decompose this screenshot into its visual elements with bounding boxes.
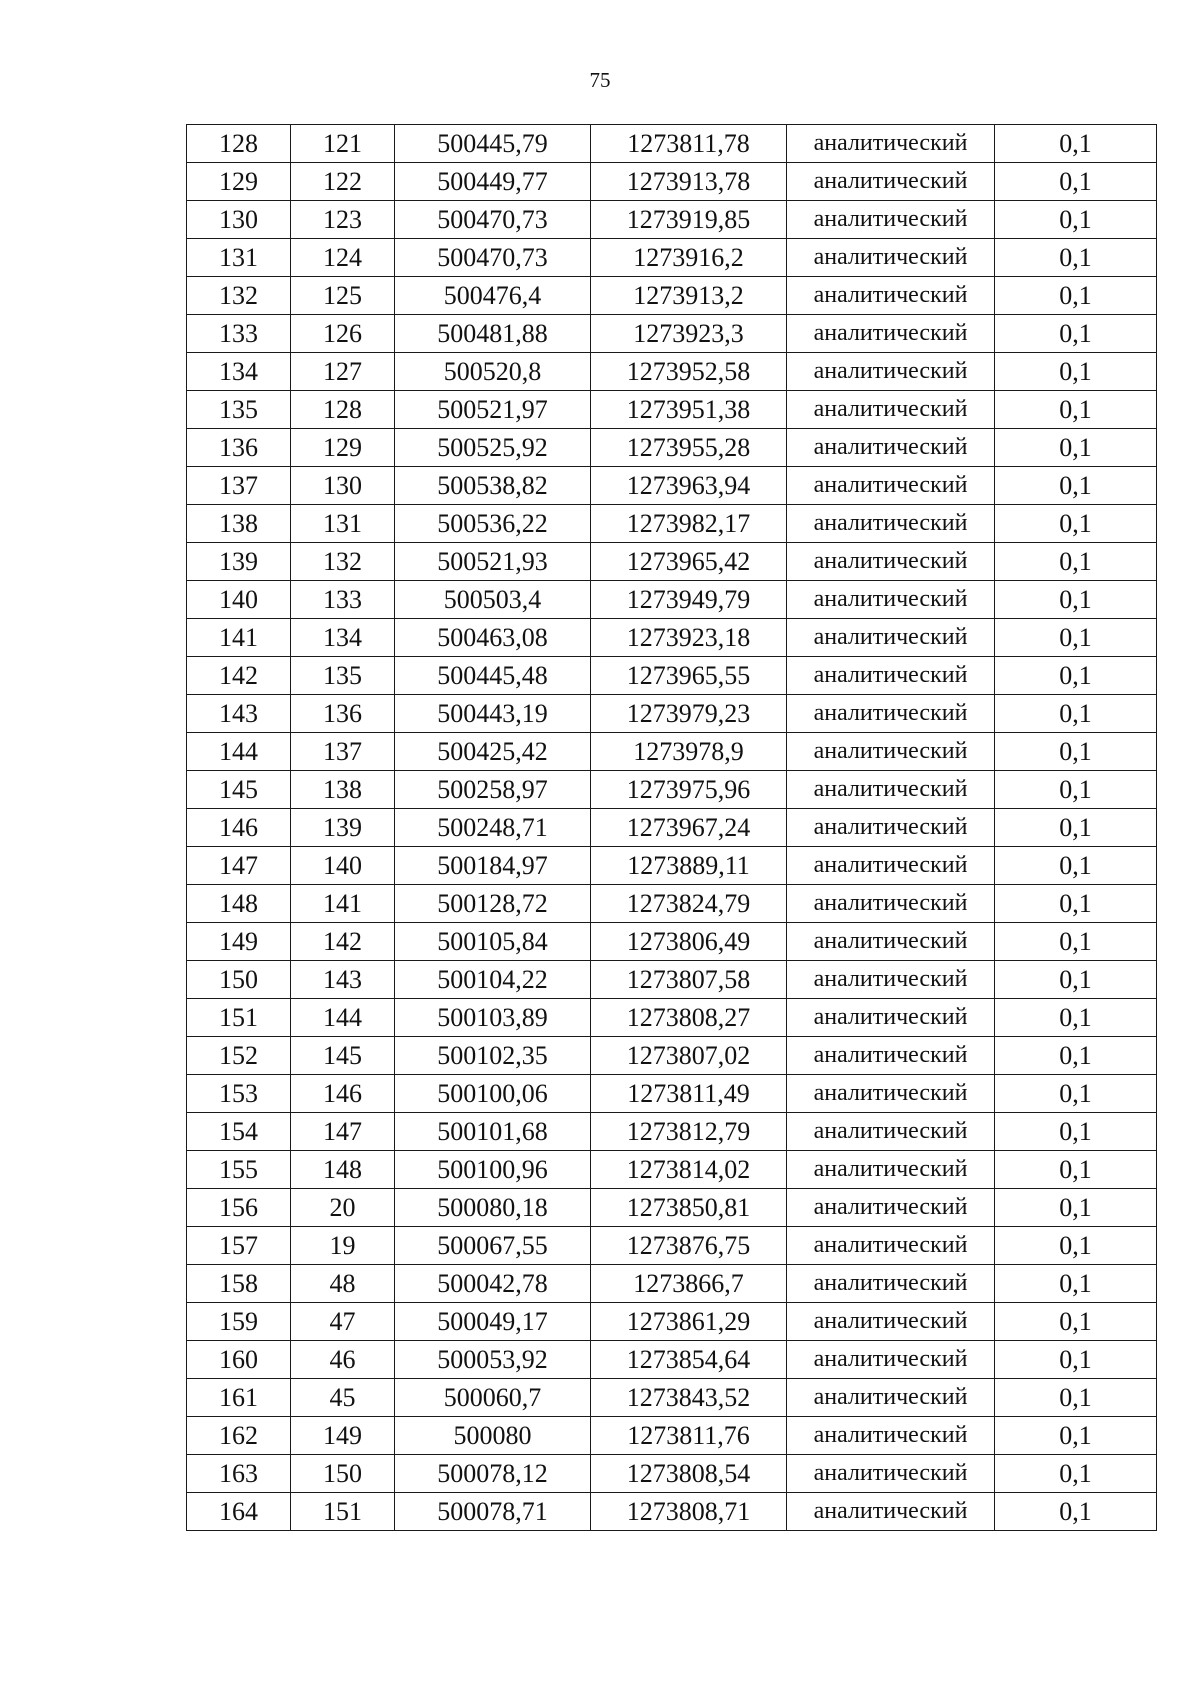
- table-row: [187, 1493, 1157, 1531]
- accuracy-cell: 0,1: [995, 315, 1157, 353]
- table-row: [187, 1379, 1157, 1417]
- y-coordinate-cell: 1273952,58: [591, 353, 787, 391]
- x-coordinate-cell: 500078,71: [395, 1493, 591, 1531]
- table-row: [187, 1151, 1157, 1189]
- method-cell: аналитический: [787, 771, 995, 809]
- x-coordinate-cell: 500536,22: [395, 505, 591, 543]
- station-number-cell: 150: [291, 1455, 395, 1493]
- point-number-cell: 163: [187, 1455, 291, 1493]
- method-cell: аналитический: [787, 163, 995, 201]
- station-number-cell: 48: [291, 1265, 395, 1303]
- point-number-cell: 140: [187, 581, 291, 619]
- point-number-cell: 158: [187, 1265, 291, 1303]
- station-number-cell: 125: [291, 277, 395, 315]
- station-number-cell: 146: [291, 1075, 395, 1113]
- station-number-cell: 149: [291, 1417, 395, 1455]
- method-cell: аналитический: [787, 239, 995, 277]
- point-number-cell: 155: [187, 1151, 291, 1189]
- method-cell: аналитический: [787, 277, 995, 315]
- y-coordinate-cell: 1273965,42: [591, 543, 787, 581]
- point-number-cell: 130: [187, 201, 291, 239]
- method-cell: аналитический: [787, 999, 995, 1037]
- table-row: [187, 809, 1157, 847]
- accuracy-cell: 0,1: [995, 277, 1157, 315]
- x-coordinate-cell: 500476,4: [395, 277, 591, 315]
- table-row: [187, 657, 1157, 695]
- method-cell: аналитический: [787, 809, 995, 847]
- table-row: [187, 543, 1157, 581]
- y-coordinate-cell: 1273814,02: [591, 1151, 787, 1189]
- x-coordinate-cell: 500538,82: [395, 467, 591, 505]
- point-number-cell: 148: [187, 885, 291, 923]
- y-coordinate-cell: 1273978,9: [591, 733, 787, 771]
- table-row: [187, 353, 1157, 391]
- station-number-cell: 142: [291, 923, 395, 961]
- y-coordinate-cell: 1273807,58: [591, 961, 787, 999]
- table-row: [187, 1265, 1157, 1303]
- method-cell: аналитический: [787, 961, 995, 999]
- y-coordinate-cell: 1273843,52: [591, 1379, 787, 1417]
- y-coordinate-cell: 1273982,17: [591, 505, 787, 543]
- method-cell: аналитический: [787, 1379, 995, 1417]
- y-coordinate-cell: 1273808,54: [591, 1455, 787, 1493]
- table-row: [187, 1075, 1157, 1113]
- point-number-cell: 141: [187, 619, 291, 657]
- y-coordinate-cell: 1273889,11: [591, 847, 787, 885]
- point-number-cell: 157: [187, 1227, 291, 1265]
- page-number: 75: [589, 68, 611, 92]
- point-number-cell: 151: [187, 999, 291, 1037]
- x-coordinate-cell: 500105,84: [395, 923, 591, 961]
- table-row: [187, 391, 1157, 429]
- y-coordinate-cell: 1273850,81: [591, 1189, 787, 1227]
- accuracy-cell: 0,1: [995, 1341, 1157, 1379]
- y-coordinate-cell: 1273975,96: [591, 771, 787, 809]
- station-number-cell: 138: [291, 771, 395, 809]
- y-coordinate-cell: 1273919,85: [591, 201, 787, 239]
- table-row: [187, 1037, 1157, 1075]
- method-cell: аналитический: [787, 1075, 995, 1113]
- station-number-cell: 148: [291, 1151, 395, 1189]
- accuracy-cell: 0,1: [995, 1303, 1157, 1341]
- table-row: [187, 885, 1157, 923]
- accuracy-cell: 0,1: [995, 429, 1157, 467]
- x-coordinate-cell: 500104,22: [395, 961, 591, 999]
- station-number-cell: 145: [291, 1037, 395, 1075]
- accuracy-cell: 0,1: [995, 353, 1157, 391]
- point-number-cell: 152: [187, 1037, 291, 1075]
- y-coordinate-cell: 1273811,49: [591, 1075, 787, 1113]
- method-cell: аналитический: [787, 391, 995, 429]
- y-coordinate-cell: 1273876,75: [591, 1227, 787, 1265]
- table-row: [187, 467, 1157, 505]
- table-row: [187, 1341, 1157, 1379]
- accuracy-cell: 0,1: [995, 619, 1157, 657]
- station-number-cell: 134: [291, 619, 395, 657]
- method-cell: аналитический: [787, 923, 995, 961]
- y-coordinate-cell: 1273812,79: [591, 1113, 787, 1151]
- accuracy-cell: 0,1: [995, 201, 1157, 239]
- method-cell: аналитический: [787, 1417, 995, 1455]
- x-coordinate-cell: 500258,97: [395, 771, 591, 809]
- station-number-cell: 128: [291, 391, 395, 429]
- y-coordinate-cell: 1273951,38: [591, 391, 787, 429]
- y-coordinate-cell: 1273979,23: [591, 695, 787, 733]
- station-number-cell: 147: [291, 1113, 395, 1151]
- accuracy-cell: 0,1: [995, 1037, 1157, 1075]
- y-coordinate-cell: 1273965,55: [591, 657, 787, 695]
- method-cell: аналитический: [787, 657, 995, 695]
- point-number-cell: 138: [187, 505, 291, 543]
- x-coordinate-cell: 500445,79: [395, 125, 591, 163]
- accuracy-cell: 0,1: [995, 847, 1157, 885]
- method-cell: аналитический: [787, 201, 995, 239]
- y-coordinate-cell: 1273811,76: [591, 1417, 787, 1455]
- method-cell: аналитический: [787, 505, 995, 543]
- y-coordinate-cell: 1273949,79: [591, 581, 787, 619]
- x-coordinate-cell: 500443,19: [395, 695, 591, 733]
- method-cell: аналитический: [787, 429, 995, 467]
- y-coordinate-cell: 1273923,18: [591, 619, 787, 657]
- point-number-cell: 128: [187, 125, 291, 163]
- method-cell: аналитический: [787, 125, 995, 163]
- table-row: [187, 923, 1157, 961]
- point-number-cell: 154: [187, 1113, 291, 1151]
- method-cell: аналитический: [787, 1493, 995, 1531]
- y-coordinate-cell: 1273963,94: [591, 467, 787, 505]
- point-number-cell: 162: [187, 1417, 291, 1455]
- x-coordinate-cell: 500520,8: [395, 353, 591, 391]
- table-row: [187, 1113, 1157, 1151]
- accuracy-cell: 0,1: [995, 239, 1157, 277]
- accuracy-cell: 0,1: [995, 961, 1157, 999]
- y-coordinate-cell: 1273913,2: [591, 277, 787, 315]
- point-number-cell: 129: [187, 163, 291, 201]
- point-number-cell: 145: [187, 771, 291, 809]
- method-cell: аналитический: [787, 353, 995, 391]
- point-number-cell: 142: [187, 657, 291, 695]
- y-coordinate-cell: 1273923,3: [591, 315, 787, 353]
- accuracy-cell: 0,1: [995, 1493, 1157, 1531]
- method-cell: аналитический: [787, 733, 995, 771]
- x-coordinate-cell: 500184,97: [395, 847, 591, 885]
- accuracy-cell: 0,1: [995, 885, 1157, 923]
- station-number-cell: 131: [291, 505, 395, 543]
- table-row: [187, 239, 1157, 277]
- method-cell: аналитический: [787, 847, 995, 885]
- method-cell: аналитический: [787, 1341, 995, 1379]
- accuracy-cell: 0,1: [995, 1417, 1157, 1455]
- station-number-cell: 137: [291, 733, 395, 771]
- y-coordinate-cell: 1273806,49: [591, 923, 787, 961]
- x-coordinate-cell: 500042,78: [395, 1265, 591, 1303]
- point-number-cell: 156: [187, 1189, 291, 1227]
- accuracy-cell: 0,1: [995, 1113, 1157, 1151]
- x-coordinate-cell: 500521,97: [395, 391, 591, 429]
- y-coordinate-cell: 1273861,29: [591, 1303, 787, 1341]
- station-number-cell: 124: [291, 239, 395, 277]
- station-number-cell: 135: [291, 657, 395, 695]
- accuracy-cell: 0,1: [995, 1075, 1157, 1113]
- point-number-cell: 131: [187, 239, 291, 277]
- x-coordinate-cell: 500445,48: [395, 657, 591, 695]
- accuracy-cell: 0,1: [995, 733, 1157, 771]
- x-coordinate-cell: 500067,55: [395, 1227, 591, 1265]
- station-number-cell: 123: [291, 201, 395, 239]
- accuracy-cell: 0,1: [995, 1189, 1157, 1227]
- method-cell: аналитический: [787, 1151, 995, 1189]
- accuracy-cell: 0,1: [995, 581, 1157, 619]
- table-row: [187, 961, 1157, 999]
- x-coordinate-cell: 500525,92: [395, 429, 591, 467]
- accuracy-cell: 0,1: [995, 1151, 1157, 1189]
- x-coordinate-cell: 500128,72: [395, 885, 591, 923]
- method-cell: аналитический: [787, 1265, 995, 1303]
- y-coordinate-cell: 1273866,7: [591, 1265, 787, 1303]
- point-number-cell: 149: [187, 923, 291, 961]
- method-cell: аналитический: [787, 1037, 995, 1075]
- table-row: [187, 695, 1157, 733]
- accuracy-cell: 0,1: [995, 999, 1157, 1037]
- station-number-cell: 20: [291, 1189, 395, 1227]
- method-cell: аналитический: [787, 1113, 995, 1151]
- table-row: [187, 1455, 1157, 1493]
- accuracy-cell: 0,1: [995, 1227, 1157, 1265]
- x-coordinate-cell: 500100,06: [395, 1075, 591, 1113]
- table-row: [187, 315, 1157, 353]
- table-row: [187, 581, 1157, 619]
- method-cell: аналитический: [787, 315, 995, 353]
- station-number-cell: 139: [291, 809, 395, 847]
- x-coordinate-cell: 500102,35: [395, 1037, 591, 1075]
- x-coordinate-cell: 500103,89: [395, 999, 591, 1037]
- method-cell: аналитический: [787, 467, 995, 505]
- y-coordinate-cell: 1273854,64: [591, 1341, 787, 1379]
- point-number-cell: 143: [187, 695, 291, 733]
- point-number-cell: 161: [187, 1379, 291, 1417]
- accuracy-cell: 0,1: [995, 543, 1157, 581]
- x-coordinate-cell: 500425,42: [395, 733, 591, 771]
- station-number-cell: 143: [291, 961, 395, 999]
- accuracy-cell: 0,1: [995, 923, 1157, 961]
- x-coordinate-cell: 500481,88: [395, 315, 591, 353]
- x-coordinate-cell: 500053,92: [395, 1341, 591, 1379]
- point-number-cell: 137: [187, 467, 291, 505]
- station-number-cell: 133: [291, 581, 395, 619]
- method-cell: аналитический: [787, 543, 995, 581]
- y-coordinate-cell: 1273811,78: [591, 125, 787, 163]
- x-coordinate-cell: 500470,73: [395, 239, 591, 277]
- x-coordinate-cell: 500470,73: [395, 201, 591, 239]
- station-number-cell: 129: [291, 429, 395, 467]
- accuracy-cell: 0,1: [995, 163, 1157, 201]
- accuracy-cell: 0,1: [995, 809, 1157, 847]
- point-number-cell: 144: [187, 733, 291, 771]
- station-number-cell: 47: [291, 1303, 395, 1341]
- table-row: [187, 429, 1157, 467]
- station-number-cell: 122: [291, 163, 395, 201]
- x-coordinate-cell: 500080,18: [395, 1189, 591, 1227]
- x-coordinate-cell: 500049,17: [395, 1303, 591, 1341]
- y-coordinate-cell: 1273824,79: [591, 885, 787, 923]
- accuracy-cell: 0,1: [995, 1265, 1157, 1303]
- point-number-cell: 136: [187, 429, 291, 467]
- accuracy-cell: 0,1: [995, 1379, 1157, 1417]
- station-number-cell: 144: [291, 999, 395, 1037]
- accuracy-cell: 0,1: [995, 771, 1157, 809]
- table-row: [187, 847, 1157, 885]
- point-number-cell: 135: [187, 391, 291, 429]
- accuracy-cell: 0,1: [995, 505, 1157, 543]
- method-cell: аналитический: [787, 695, 995, 733]
- table-row: [187, 619, 1157, 657]
- point-number-cell: 139: [187, 543, 291, 581]
- coordinates-table: [186, 124, 1157, 1531]
- x-coordinate-cell: 500449,77: [395, 163, 591, 201]
- station-number-cell: 132: [291, 543, 395, 581]
- coordinates-table-body: [187, 125, 1157, 1531]
- accuracy-cell: 0,1: [995, 657, 1157, 695]
- table-row: [187, 505, 1157, 543]
- table-row: [187, 771, 1157, 809]
- x-coordinate-cell: 500080: [395, 1417, 591, 1455]
- station-number-cell: 121: [291, 125, 395, 163]
- method-cell: аналитический: [787, 1455, 995, 1493]
- table-row: [187, 1303, 1157, 1341]
- station-number-cell: 141: [291, 885, 395, 923]
- table-row: [187, 277, 1157, 315]
- x-coordinate-cell: 500248,71: [395, 809, 591, 847]
- method-cell: аналитический: [787, 885, 995, 923]
- x-coordinate-cell: 500503,4: [395, 581, 591, 619]
- method-cell: аналитический: [787, 581, 995, 619]
- method-cell: аналитический: [787, 1303, 995, 1341]
- x-coordinate-cell: 500101,68: [395, 1113, 591, 1151]
- method-cell: аналитический: [787, 1189, 995, 1227]
- point-number-cell: 132: [187, 277, 291, 315]
- accuracy-cell: 0,1: [995, 1455, 1157, 1493]
- y-coordinate-cell: 1273808,71: [591, 1493, 787, 1531]
- x-coordinate-cell: 500521,93: [395, 543, 591, 581]
- table-row: [187, 1189, 1157, 1227]
- station-number-cell: 151: [291, 1493, 395, 1531]
- x-coordinate-cell: 500100,96: [395, 1151, 591, 1189]
- y-coordinate-cell: 1273808,27: [591, 999, 787, 1037]
- table-row: [187, 163, 1157, 201]
- y-coordinate-cell: 1273916,2: [591, 239, 787, 277]
- point-number-cell: 150: [187, 961, 291, 999]
- table-row: [187, 1227, 1157, 1265]
- table-row: [187, 125, 1157, 163]
- x-coordinate-cell: 500463,08: [395, 619, 591, 657]
- station-number-cell: 127: [291, 353, 395, 391]
- point-number-cell: 147: [187, 847, 291, 885]
- point-number-cell: 146: [187, 809, 291, 847]
- x-coordinate-cell: 500060,7: [395, 1379, 591, 1417]
- y-coordinate-cell: 1273967,24: [591, 809, 787, 847]
- point-number-cell: 160: [187, 1341, 291, 1379]
- point-number-cell: 153: [187, 1075, 291, 1113]
- x-coordinate-cell: 500078,12: [395, 1455, 591, 1493]
- accuracy-cell: 0,1: [995, 695, 1157, 733]
- point-number-cell: 133: [187, 315, 291, 353]
- station-number-cell: 46: [291, 1341, 395, 1379]
- table-row: [187, 201, 1157, 239]
- y-coordinate-cell: 1273955,28: [591, 429, 787, 467]
- point-number-cell: 164: [187, 1493, 291, 1531]
- table-row: [187, 1417, 1157, 1455]
- station-number-cell: 130: [291, 467, 395, 505]
- accuracy-cell: 0,1: [995, 467, 1157, 505]
- table-row: [187, 999, 1157, 1037]
- y-coordinate-cell: 1273913,78: [591, 163, 787, 201]
- accuracy-cell: 0,1: [995, 391, 1157, 429]
- point-number-cell: 134: [187, 353, 291, 391]
- y-coordinate-cell: 1273807,02: [591, 1037, 787, 1075]
- station-number-cell: 19: [291, 1227, 395, 1265]
- method-cell: аналитический: [787, 619, 995, 657]
- station-number-cell: 45: [291, 1379, 395, 1417]
- point-number-cell: 159: [187, 1303, 291, 1341]
- station-number-cell: 140: [291, 847, 395, 885]
- method-cell: аналитический: [787, 1227, 995, 1265]
- station-number-cell: 136: [291, 695, 395, 733]
- table-row: [187, 733, 1157, 771]
- accuracy-cell: 0,1: [995, 125, 1157, 163]
- station-number-cell: 126: [291, 315, 395, 353]
